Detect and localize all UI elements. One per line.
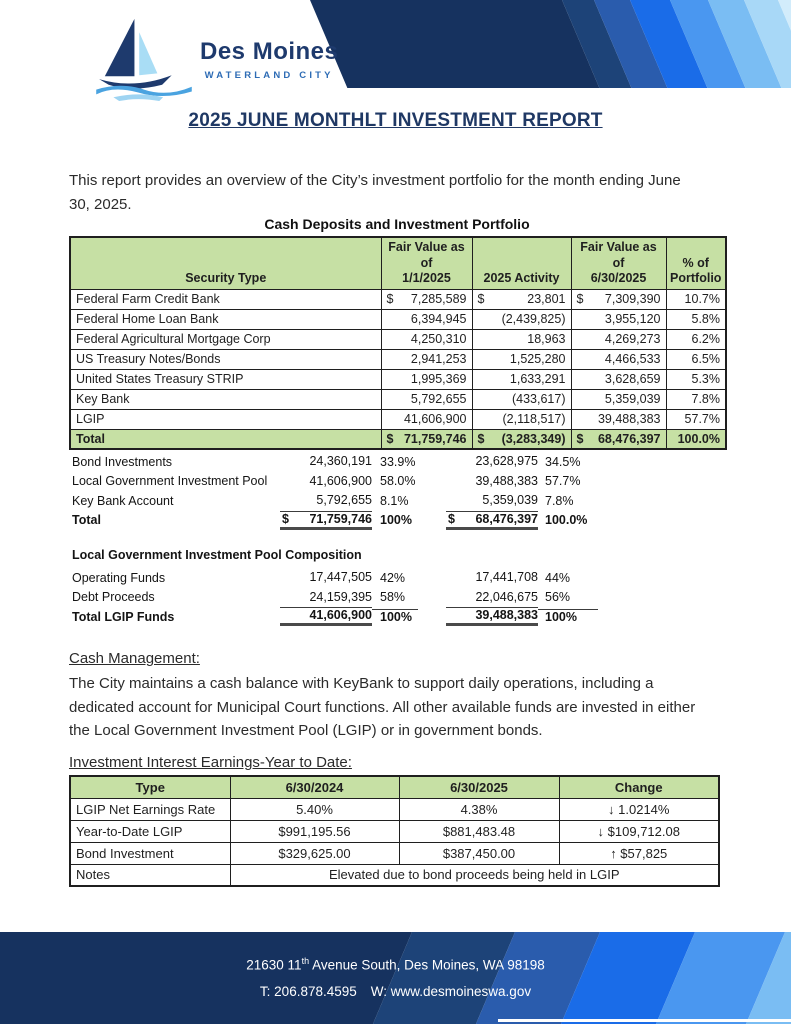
footer-phone: T: 206.878.4595 — [259, 983, 357, 999]
intro-line: This report provides an overview of the City’s investment portfolio for the month ending June — [69, 172, 681, 189]
allocation-total-row: Total $ 71,759,746 100% $ 68,476,397 100.0% — [69, 511, 729, 531]
lgip-composition — [69, 548, 729, 627]
table-row: LGIP Net Earnings Rate 5.40% 4.38% ↓ 1.0214% — [70, 798, 719, 820]
lgip-heading: Local Government Investment Pool Composition — [72, 548, 362, 562]
paragraph-line: the Local Government Investment Pool (LGIP) or in government bonds. — [69, 722, 543, 739]
wordmark — [200, 38, 338, 107]
col-header-fv-jun: Fair Value as of 6/30/2025 — [571, 237, 666, 289]
table-header-row — [70, 776, 719, 798]
intro-line: 30, 2025. — [69, 196, 132, 213]
paragraph-line: The City maintains a cash balance with KeyBank to support daily operations, including a — [69, 675, 654, 692]
col-header-security-type: Security Type — [70, 237, 381, 289]
earnings-heading: Investment Interest Earnings-Year to Date: — [69, 754, 352, 771]
cash-management-paragraph — [69, 672, 749, 743]
allocation-row: Bond Investments 24,360,191 33.9% 23,628,975 34.5% — [72, 454, 581, 469]
lgip-total-row: Total LGIP Funds 41,606,900 100% 39,488,383 100% — [69, 607, 729, 627]
change-cell: ↓ 1.0214% — [559, 798, 719, 820]
col-header-fv-jan: Fair Value as of 1/1/2025 — [381, 237, 472, 289]
report-title: 2025 JUNE MONTHLT INVESTMENT REPORT — [188, 110, 603, 131]
allocation-row: Key Bank Account 5,792,655 8.1% 5,359,039 7.8% — [72, 493, 574, 508]
cash-management-heading: Cash Management: — [69, 650, 200, 667]
city-name: Des Moines — [200, 38, 339, 65]
col-header-change: Change — [559, 776, 719, 798]
table-row: US Treasury Notes/Bonds 2,941,253 1,525,280 4,466,533 6.5% — [70, 349, 726, 369]
col-header-type: Type — [70, 776, 230, 798]
col-header-2024: 6/30/2024 — [230, 776, 399, 798]
allocation-summary — [69, 452, 729, 530]
sailboat-icon — [96, 16, 192, 107]
table-header-row — [70, 237, 726, 289]
table-row: Federal Agricultural Mortgage Corp 4,250,310 18,963 4,269,273 6.2% — [70, 329, 726, 349]
footer-text — [0, 948, 791, 1005]
allocation-row: Local Government Investment Pool 41,606,900 58.0% 39,488,383 57.7% — [72, 473, 581, 489]
footer-website: W: www.desmoineswa.gov — [370, 983, 532, 999]
portfolio-table-title: Cash Deposits and Investment Portfolio — [264, 216, 530, 232]
col-header-activity: 2025 Activity — [472, 237, 571, 289]
city-tagline: WATERLAND CITY — [204, 70, 334, 81]
city-logo — [96, 16, 338, 107]
portfolio-table — [69, 236, 727, 450]
notes-cell: Elevated due to bond proceeds being held in LGIP — [230, 864, 719, 886]
table-notes-row: Notes Elevated due to bond proceeds being held in LGIP — [70, 864, 719, 886]
banner-stripe — [310, 0, 599, 88]
change-cell: ↓ $109,712.08 — [559, 820, 719, 842]
intro-paragraph — [69, 169, 729, 217]
footer-contact — [0, 979, 791, 1005]
table-total-row: Total $ 71,759,746 $ (3,283,349) $ 68,476,397 100.0% — [70, 429, 726, 449]
col-header-2025: 6/30/2025 — [399, 776, 559, 798]
earnings-table — [69, 775, 720, 887]
table-row: Year-to-Date LGIP $991,195.56 $881,483.48 ↓ $109,712.08 — [70, 820, 719, 842]
table-row: Federal Home Loan Bank 6,394,945 (2,439,825) 3,955,120 5.8% — [70, 309, 726, 329]
col-header-pct: % of Portfolio — [666, 237, 726, 289]
paragraph-line: dedicated account for Municipal Court functions. All other available funds are invested in either — [69, 698, 696, 716]
table-row: Key Bank 5,792,655 (433,617) 5,359,039 7.8% — [70, 389, 726, 409]
footer-notch — [498, 1019, 791, 1022]
table-row: LGIP 41,606,900 (2,118,517) 39,488,383 57.7% — [70, 409, 726, 429]
lgip-row: Debt Proceeds 24,159,395 58% 22,046,675 56% — [72, 589, 571, 605]
table-row: Federal Farm Credit Bank $ 7,285,589 $ 23,801 $ 7,309,390 10.7% — [70, 289, 726, 309]
change-cell: ↑ $57,825 — [559, 842, 719, 864]
footer-address: 21630 11th Avenue South, Des Moines, WA 98198 — [246, 956, 545, 973]
table-row: United States Treasury STRIP 1,995,369 1,633,291 3,628,659 5.3% — [70, 369, 726, 389]
table-row: Bond Investment $329,625.00 $387,450.00 ↑ $57,825 — [70, 842, 719, 864]
lgip-row: Operating Funds 17,447,505 42% 17,441,708 44% — [72, 570, 571, 585]
